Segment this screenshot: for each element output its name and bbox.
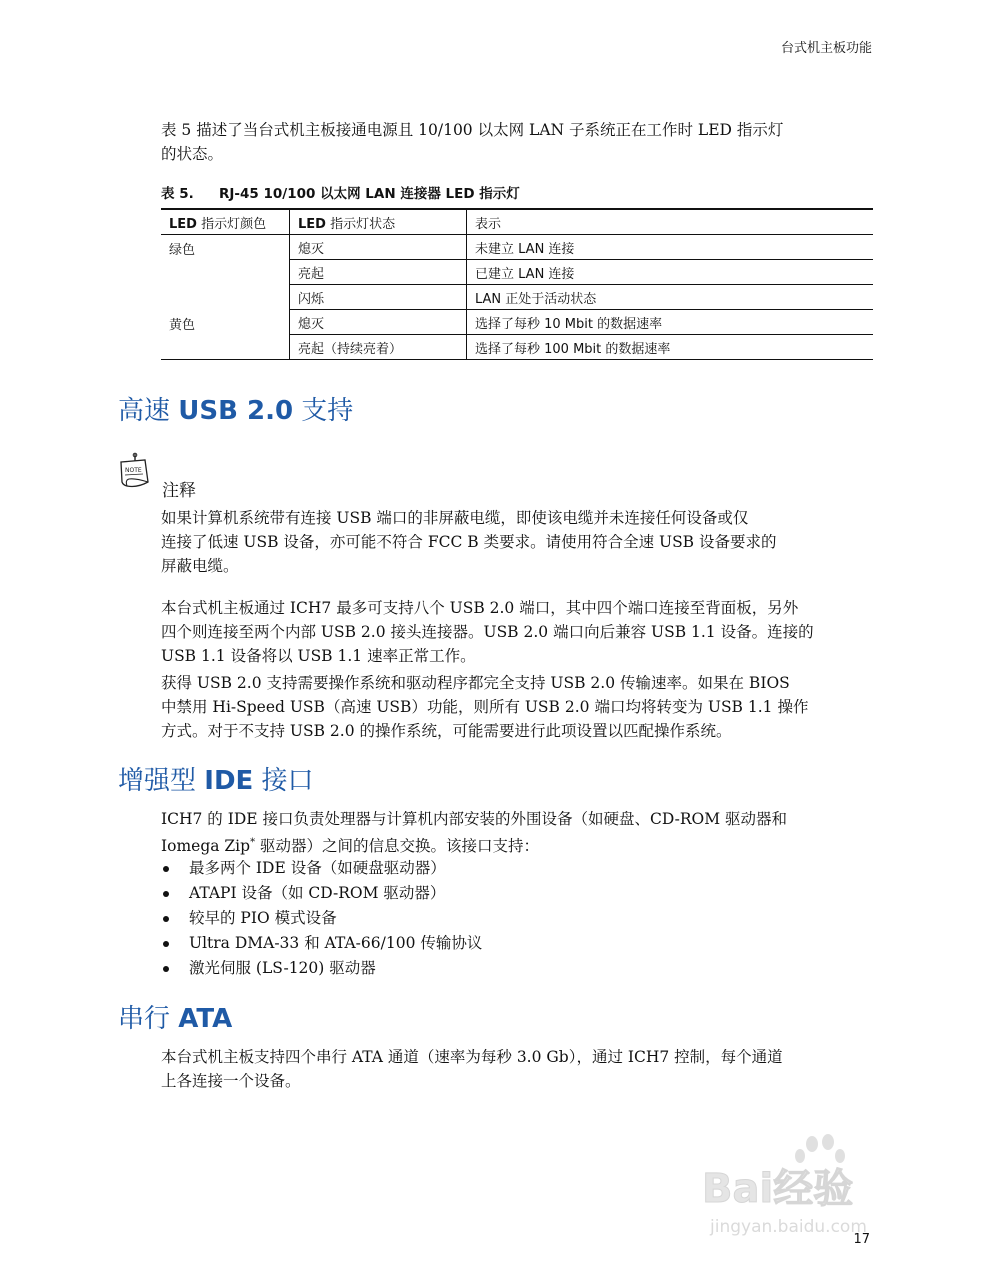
baidu-watermark [700,1128,950,1238]
led-state: 熄灭 [290,235,467,260]
list-item: 最多两个 IDE 设备（如硬盘驱动器） [161,856,482,881]
sata-paragraph: 本台式机主板支持四个串行 ATA 通道（速率为每秒 3.0 Gb），通过 ICH7 控制，每个通道 上各连接一个设备。 [161,1048,783,1090]
note-line: 如果计算机系统带有连接 USB 端口的非屏蔽电缆，即使该电缆并未连接任何设备或仅 [161,509,749,527]
table-number: 表 5. [161,186,194,202]
list-item: 激光伺服 (LS-120) 驱动器 [161,956,482,981]
intro-line-1: 表 5 描述了当台式机主板接通电源且 10/100 以太网 LAN 子系统正在工作时 LED 指示灯 [161,121,784,139]
list-item: ATAPI 设备（如 CD-ROM 驱动器） [161,881,482,906]
led-state: 熄灭 [290,310,467,335]
page-number: 17 [853,1232,870,1247]
led-status-table [161,208,873,360]
intro-paragraph [161,118,861,166]
led-meaning: 已建立 LAN 连接 [467,260,874,285]
led-color-yellow: 黄色 [161,310,290,360]
list-item: Ultra DMA-33 和 ATA-66/100 传输协议 [161,931,482,956]
sata-section-heading: 串行 ATA [118,1004,233,1034]
note-line: 屏蔽电缆。 [161,557,239,575]
table-title: RJ-45 10/100 以太网 LAN 连接器 LED 指示灯 [219,186,520,202]
ide-feature-list [161,856,482,981]
note-paragraph [161,506,861,578]
header-led-color: LED 指示灯颜色 [161,209,290,235]
usb-section-heading: 高速 USB 2.0 支持 [118,396,354,426]
usb-paragraph-1: 本台式机主板通过 ICH7 最多可支持八个 USB 2.0 端口，其中四个端口连接至背面板，另外 四个则连接至两个内部 USB 2.0 接头连接器。USB 2.0 端口向后兼容 USB 1.1 设备。连接的 USB 1.1 设备将以 USB 1.1 速率正常工作。 [161,599,814,665]
table-row [161,235,873,260]
watermark-url: jingyan.baidu.com [710,1217,867,1237]
watermark-brand: Bai经验 [702,1166,854,1212]
header-meaning: 表示 [467,209,874,235]
led-meaning: LAN 正处于活动状态 [467,285,874,310]
running-header: 台式机主板功能 [780,41,872,56]
led-meaning: 未建立 LAN 连接 [467,235,874,260]
table-caption [161,182,520,202]
usb-paragraph-2: 获得 USB 2.0 支持需要操作系统和驱动程序都完全支持 USB 2.0 传输速率。如果在 BIOS 中禁用 Hi-Speed USB（高速 USB）功能，则所有 USB 2.0 端口均将转变为 USB 1.1 操作 方式。对于不支持 USB 2.0 的操作系统，可能需要进行此项设置以匹配操作系统。 [161,674,809,740]
ide-paragraph: ICH7 的 IDE 接口负责处理器与计算机内部安装的外围设备（如硬盘、CD-ROM 驱动器和 Iomega Zip* 驱动器）之间的信息交换。该接口支持： [161,810,787,856]
note-icon-label: NOTE [125,467,142,474]
led-state: 亮起（持续亮着） [290,335,467,360]
header-led-state: LED 指示灯状态 [290,209,467,235]
intro-line-2: 的状态。 [161,145,224,163]
note-title: 注释 [162,481,196,501]
note-icon [115,452,155,492]
table-header-row [161,209,873,235]
led-meaning: 选择了每秒 10 Mbit 的数据速率 [467,310,874,335]
note-line: 连接了低速 USB 设备，亦可能不符合 FCC B 类要求。请使用符合全速 USB 设备要求的 [161,533,777,551]
led-color-green: 绿色 [169,243,196,258]
list-item: 较早的 PIO 模式设备 [161,906,482,931]
led-state: 闪烁 [290,285,467,310]
table-row [161,310,873,335]
ide-section-heading: 增强型 IDE 接口 [118,766,314,796]
led-meaning: 选择了每秒 100 Mbit 的数据速率 [467,335,874,360]
led-state: 亮起 [290,260,467,285]
